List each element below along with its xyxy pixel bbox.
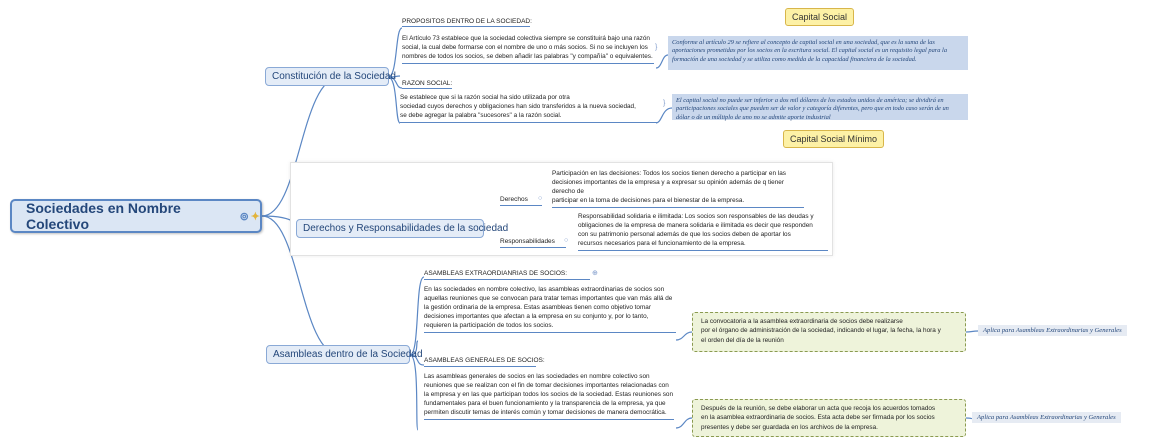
extra-green-3: el orden del día de la reunión [701,336,784,344]
gen-green-1: Después de la reunión, se debe elaborar un acta que recoja los acuerdos tomados [701,405,936,412]
razon-text-1: Se establece que si la razón social ha sido utilizada por otra [400,94,570,101]
gen-label: ASAMBLEAS GENERALES DE SOCIOS: [424,357,536,367]
branch-asambleas[interactable]: Asambleas dentro de la Sociedad [266,345,410,364]
resp-block [578,212,828,251]
resp-label: Responsabilidades [500,238,566,248]
razon-text-3: se debe agregar la palabra "sucesores" a la razón social. [400,112,562,120]
collapse-icon[interactable]: ○ [538,195,543,202]
propositos-note: Conforme al artículo 29 se refiere al concepto de capital social en una sociedad, que es la suma de las aportaciones prometidas por los socios en la escritura social. El capital social es un requisito legal para la formación de una sociedad y se utiliza como medida de la capacidad financiera de la sociedad. [668,36,968,70]
resp-text-2: obligaciones de la empresa de manera solidaria e ilimitada es decir que responden [578,222,813,230]
aplica-note-1: Aplica para Asambleas Extraordinarias y Generales [978,325,1127,336]
propositos-text: El Artículo 73 establece que la sociedad colectiva siempre se constituirá bajo una razón social, la cual debe formarse con el nombre de uno o más socios. Si no se incluyen los nombres de todos los socios, se deben añadir las palabras "y compañía" o equivalentes. [402,34,654,64]
razon-text-2: sociedad cuyos derechos y obligaciones han sido transferidos a la nueva sociedad, [400,103,636,111]
resp-text-3: con su patrimonio personal además de que los socios deben de aportar los [578,231,791,239]
derechos-text-1: Participación en las decisiones: Todos los socios tienen derecho a participar en las [552,170,786,177]
resp-text-1: Responsabilidad solidaria e ilimitada: Los socios son responsables de las deudas y [578,213,814,220]
razon-note: El capital social no puede ser inferior a dos mil dólares de los estados unidos de américa; se dividirá en participaciones sociales que pueden ser de valor y categoría diferentes, pero que en todo caso serán de un dólar o de un múltiplo de uno no se admite aporte industrial [672,94,968,120]
link-icon: ⊚ [239,210,249,223]
callout-capital-minimo[interactable]: Capital Social Mínimo [783,130,884,148]
gen-green-3: presentes y debe ser guardada en los archivos de la empresa. [701,423,878,431]
razon-label: RAZON SOCIAL: [402,80,453,87]
root-title: Sociedades en Nombre Colectivo [26,200,181,232]
derechos-text-4: participar en la toma de decisiones para el bienestar de la empresa. [552,197,745,205]
aplica-note-2: Aplica para Asambleas Extraordinarias y Generales [972,412,1121,423]
gen-green-box[interactable] [692,399,966,437]
extra-green-2: por el órgano de administración de la sociedad, indicando el lugar, la fecha, la hora y [701,327,941,335]
expand-icon[interactable]: ⊕ [592,270,598,277]
bracket-icon: } [655,44,658,51]
extra-text: En las sociedades en nombre colectivo, las asambleas extraordinarias de socios son aquellas reuniones que se convocan para tratar temas importantes que van más allá de la gestión ordinaria de la empresa. Estas asambleas tienen como objetivo tomar decisiones importantes que afectan a la empresa en su conjunto y, por lo tanto, requieren la participación de todos los socios. [424,285,676,333]
collapse-icon[interactable]: ○ [564,237,569,244]
propositos-label: PROPOSITOS DENTRO DE LA SOCIEDAD: [402,18,532,25]
lightbulb-icon: ✦ [250,210,260,223]
callout-capital-social[interactable]: Capital Social [785,8,854,26]
branch-constitucion[interactable]: Constitución de la Sociedad [265,67,389,86]
root-topic[interactable] [10,199,262,233]
derechos-block [552,169,804,208]
bracket-icon: } [663,100,666,107]
extra-green-box[interactable] [692,312,966,352]
extra-label: ASAMBLEAS EXTRAORDIANRIAS DE SOCIOS: [424,270,590,280]
razon-block [400,93,658,123]
derechos-text-3: derecho de [552,188,584,196]
gen-text: Las asambleas generales de socios en las sociedades en nombre colectivo son reuniones que se realizan con el fin de tomar decisiones importantes relacionadas con la empresa y en las que participan todos los socios de la sociedad. Estas reuniones son fundamentales para el buen funcionamiento y la transparencia de la empresa, ya que permiten discutir temas de interés común y tomar decisiones de manera democrática. [424,372,674,420]
branch-derechos[interactable]: Derechos y Responsabilidades de la sociedad [296,219,484,238]
gen-green-2: en la asamblea extraordinaria de socios. Esta acta debe ser firmada por los socios [701,414,935,422]
derechos-text-2: decisiones importantes de la empresa y a expresar su opinión además de q tiener [552,179,784,187]
extra-green-1: La convocatoria a la asamblea extraordinaria de socios debe realizarse [701,318,903,325]
resp-text-4: recursos necesarios para el funcionamiento de la empresa. [578,240,746,248]
derechos-label: Derechos [500,196,542,206]
